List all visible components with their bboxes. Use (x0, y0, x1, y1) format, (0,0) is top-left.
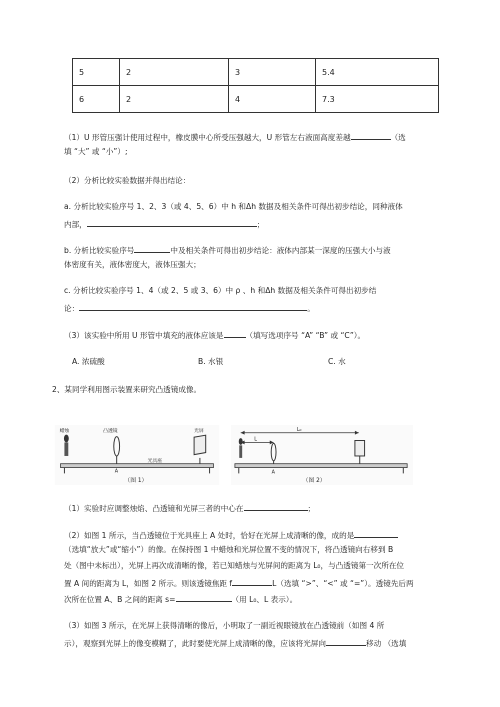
q2-part1-text: （1）实验时应调整烛焰、凸透镜和光屏三者的中心在 (64, 504, 244, 513)
answer-blank[interactable] (244, 501, 308, 511)
q2-part2-text: 次所在位置 A、B 之间的距离 s= (64, 595, 176, 604)
q2-part3-text: 示），观察到光屏上的像变模糊了，此时要使光屏上成清晰的像，应该将光屏向 (64, 639, 326, 648)
table-cell: 3 (229, 59, 316, 86)
q1-part2b-text-end: 中及相关条件可得出初步结论：液体内部某一深度的压强大小与液 (170, 246, 391, 255)
figure-2-label-l0: L₀ (296, 427, 302, 433)
answer-blank[interactable] (354, 528, 398, 538)
q1-part2c-end: 。 (307, 304, 315, 313)
q1-part3-line (64, 328, 484, 342)
figure-2-distance-diagram (228, 425, 416, 485)
table-row (73, 86, 439, 113)
q1-part2a-end: ； (256, 220, 265, 229)
q2-part2-text: 置 A 间的距离为 L，如图 2 所示。则该透镜焦距 f (64, 579, 233, 588)
option-a[interactable]: A. 浓硫酸 (72, 357, 105, 366)
answer-blank[interactable] (351, 130, 391, 140)
option-c[interactable]: C. 水 (328, 357, 346, 366)
data-table (72, 58, 439, 113)
candle-icon (239, 438, 243, 458)
q1-part2b-line2: 体密度有关，液体密度大，液体压强大； (64, 260, 201, 269)
q1-part1-text: （1）U 形管压强计使用过程中，橡皮膜中心所受压强越大，U 形管左右液面高度差越 (64, 133, 351, 142)
q1-part1-line2: 填 “大” 或 “小”）; (64, 147, 128, 156)
figure-1-label-bench: 光具座 (147, 458, 163, 464)
table-cell: 5.4 (316, 59, 439, 86)
figure-1-optical-bench (52, 425, 222, 485)
q2-part2-text: （2）如图 1 所示，当凸透镜位于光具座上 A 处时，恰好在光屏上成清晰的像，成的是 (64, 531, 355, 540)
q1-part1-text-end: （选 (390, 133, 406, 142)
answer-blank[interactable] (79, 301, 307, 311)
q2-part2-line5 (64, 592, 484, 606)
q2-part2-text-end: （用 L₀、L 表示）。 (231, 595, 298, 604)
q2-part1-end: ； (307, 504, 316, 513)
q1-part2-heading: （2）分析比较实验数据并得出结论： (64, 176, 191, 185)
answer-blank[interactable] (326, 636, 366, 646)
q1-part2a-line1: a. 分析比较实验序号 1、2、3（或 4、5、6）中 h 和Δh 数据及相关条件可得出初步结论，同种液体 (64, 202, 403, 211)
figure-1-label-lens: 凸透镜 (103, 428, 118, 434)
q2-part1-line (64, 501, 484, 515)
answer-blank[interactable] (87, 217, 257, 227)
table-row (73, 59, 439, 86)
figure-2-caption: （图 2） (302, 478, 326, 485)
answer-blank[interactable] (224, 328, 246, 338)
q1-part2a-line2 (64, 217, 484, 231)
table-cell: 6 (73, 86, 120, 113)
q1-part2b-line1 (64, 243, 484, 257)
q1-part3-text: （3）该实验中所用 U 形管中填充的液体应该是 (64, 331, 224, 340)
q2-part3-line2 (64, 636, 484, 650)
figure-1-caption: （图 1） (124, 478, 148, 485)
q2-part2-line3: 处（图中未标出），光屏上再次成清晰的像，若已知蜡烛与光屏间的距离为 L₀，与凸透镜第一次所在位 (64, 561, 405, 570)
figure-2-background (231, 425, 413, 485)
q1-part3-text-end: （填写选项序号 “A” “B” 或 “C”）。 (245, 331, 366, 340)
table-cell: 4 (229, 86, 316, 113)
q1-part2b-text: b. 分析比较实验序号 (64, 246, 135, 255)
q2-part2-line1 (64, 528, 484, 542)
table-cell: 2 (120, 86, 229, 113)
q2-part2-line4 (64, 576, 484, 590)
answer-blank[interactable] (176, 592, 232, 602)
q1-part2c-text: 论： (64, 304, 80, 313)
option-b[interactable]: B. 水银 (198, 357, 224, 366)
q2-title: 2、某同学利用图示装置来研究凸透镜成像。 (52, 385, 202, 394)
q2-part2-text-end: L（选填 “>”、“<” 或 “=”）。透镜先后两 (272, 579, 414, 588)
q1-part2c-line2 (64, 301, 484, 315)
table-cell: 2 (120, 59, 229, 86)
q1-part2a-text: 内部， (64, 220, 87, 229)
answer-blank[interactable] (232, 576, 272, 586)
figure-1-label-a: A (114, 469, 119, 475)
q1-part2c-line1: c. 分析比较实验序号 1、4（或 2、5 或 3、6）中 ρ 、h 和Δh 数据及相关条件可得出初步结 (64, 286, 377, 295)
figure-1-label-screen: 光屏 (194, 428, 204, 434)
figure-2-label-a: A (271, 470, 275, 476)
q2-part2-line2: （选填“放大”或“缩小”）的像。在保持图 1 中蜡烛和光屏位置不变的情况下，将凸透镜向右移到 B (64, 545, 394, 554)
figure-2-label-l: L (254, 437, 257, 443)
table-cell: 5 (73, 59, 120, 86)
q2-part3-line1: （3）如图 3 所示，在光屏上获得清晰的像后，小明取了一副近视眼镜放在凸透镜前（如图 4 所 (64, 621, 385, 630)
q2-part3-text-end: 移动 （选填 (365, 639, 407, 648)
q1-part1-line1 (64, 130, 484, 144)
answer-blank[interactable] (134, 243, 170, 253)
candle-icon (64, 435, 69, 456)
table-cell: 7.3 (316, 86, 439, 113)
figure-1-label-candle: 蜡烛 (59, 428, 70, 434)
